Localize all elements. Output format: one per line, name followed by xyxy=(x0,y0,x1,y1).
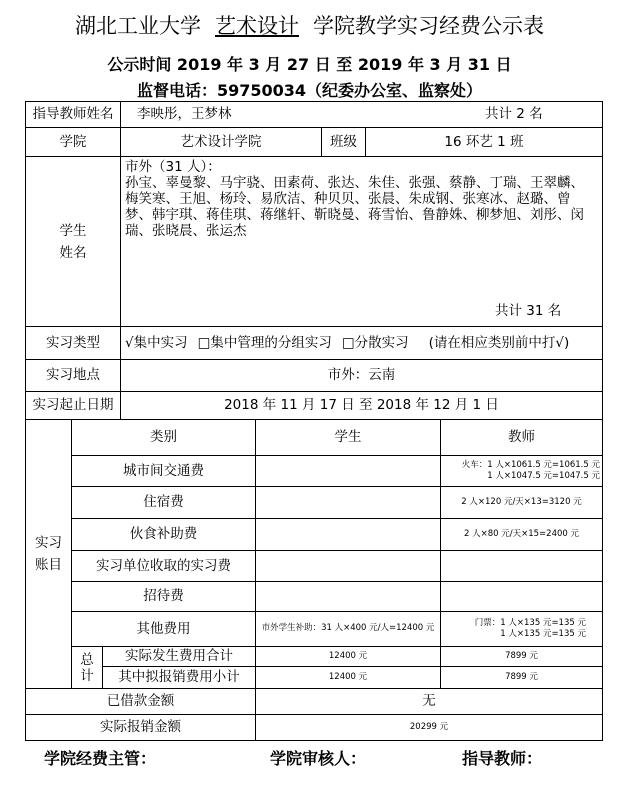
type-label: 实习类型 xyxy=(46,334,100,351)
students-list xyxy=(125,159,595,239)
row-unit-fee-student xyxy=(256,551,440,581)
total-label-line2: 计 xyxy=(80,667,94,684)
title-college: 艺术设计 xyxy=(215,14,299,38)
actual-total-label: 实际发生费用合计 xyxy=(125,648,233,665)
place-value: 市外：云南 xyxy=(327,367,396,384)
notice-period: 公示时间 2019 年 3 月 27 日 至 2019 年 3 月 31 日 xyxy=(107,55,512,74)
row-lodging-student xyxy=(256,487,440,518)
class-value: 16 环艺 1 班 xyxy=(444,133,524,150)
other-teacher-line1: 门票：1 人×135 元=135 元 xyxy=(474,617,586,628)
type-option-concentrated[interactable]: √集中实习 xyxy=(125,334,188,351)
row-unit-fee-teacher xyxy=(441,551,602,581)
borrowed-value: 无 xyxy=(422,693,436,710)
total-label xyxy=(72,647,102,688)
students-total: 共计 31 名 xyxy=(495,302,562,319)
row-unit-fee-label: 实习单位收取的实习费 xyxy=(96,557,231,574)
teacher-label: 指导教师姓名 xyxy=(32,106,114,123)
col-category: 类别 xyxy=(150,429,177,446)
type-options xyxy=(125,327,600,359)
row-meals-student xyxy=(256,519,440,550)
expense-table xyxy=(25,101,603,741)
students-label xyxy=(26,157,120,326)
college-value: 艺术设计学院 xyxy=(180,133,262,150)
account-label-line1: 实习 xyxy=(35,535,62,551)
reimb-sub-teacher: 7899 元 xyxy=(505,671,538,682)
students-intro: 市外（31 人）： xyxy=(125,159,221,175)
footer-instructor: 指导教师： xyxy=(462,749,543,768)
row-hosting-student xyxy=(256,582,440,611)
total-label-line1: 总 xyxy=(80,651,94,668)
actual-reimb-label: 实际报销金额 xyxy=(100,719,181,736)
page-title xyxy=(0,10,619,40)
students-names: 孙宝、辜曼黎、马宇骁、田素荷、张达、朱佳、张强、蔡静、丁瑞、王翠麟、梅笑寒、王旭、杨玲、易欣洁、种贝贝、张晨、朱成钢、张寒冰、赵璐、曾梦、韩宇琪、蒋佳琪、蒋继轩、靳晓曼、蒋雪怡、鲁静姝、柳梦旭、刘彤、闵瑞、张晓晨、张运杰 xyxy=(125,175,584,239)
place-label: 实习地点 xyxy=(46,367,100,384)
account-label-line2: 账目 xyxy=(35,557,62,573)
borrowed-label: 已借款金额 xyxy=(106,693,175,710)
title-suffix: 学院教学实习经费公示表 xyxy=(313,14,544,38)
reimb-sub-label: 其中拟报销费用小计 xyxy=(118,669,240,686)
dates-label: 实习起止日期 xyxy=(32,397,114,414)
row-lodging-teacher: 2 人×120 元/天×13=3120 元 xyxy=(461,496,582,507)
college-label: 学院 xyxy=(59,133,87,150)
type-option-grouped[interactable]: □集中管理的分组实习 xyxy=(197,334,332,351)
row-transport-teacher xyxy=(441,456,602,486)
actual-total-teacher: 7899 元 xyxy=(505,650,538,661)
actual-reimb-value: 20299 元 xyxy=(409,721,449,732)
row-meals-teacher: 2 人×80 元/天×15=2400 元 xyxy=(463,528,579,539)
row-other-student: 市外学生补助：31 人×400 元/人=12400 元 xyxy=(261,623,435,634)
col-student: 学生 xyxy=(334,429,362,446)
students-label-line1: 学生 xyxy=(59,222,87,239)
col-teacher: 教师 xyxy=(508,429,535,446)
title-prefix: 湖北工业大学 xyxy=(75,14,201,38)
row-meals-label: 伙食补助费 xyxy=(129,526,198,543)
row-transport-student xyxy=(256,456,440,486)
teacher-value: 李映彤，王梦林 xyxy=(137,106,232,123)
row-other-teacher xyxy=(441,612,602,646)
transport-teacher-line1: 火车：1 人×1061.5 元=1061.5 元 xyxy=(461,459,600,470)
students-label-line2: 姓名 xyxy=(59,244,87,261)
actual-total-student: 12400 元 xyxy=(328,650,368,661)
row-other-label: 其他费用 xyxy=(136,620,191,637)
row-lodging-label: 住宿费 xyxy=(143,494,184,511)
row-hosting-teacher xyxy=(441,582,602,611)
teacher-total: 共计 2 名 xyxy=(485,106,543,123)
class-label: 班级 xyxy=(330,133,357,150)
transport-teacher-line2: 1 人×1047.5 元=1047.5 元 xyxy=(487,471,600,481)
type-note: (请在相应类别前中打√) xyxy=(428,334,570,351)
footer-finance-head: 学院经费主管： xyxy=(44,749,157,768)
other-teacher-line2: 1 人×135 元=135 元 xyxy=(500,629,586,639)
row-hosting-label: 招待费 xyxy=(143,588,184,605)
account-label xyxy=(26,420,71,688)
reimb-sub-student: 12400 元 xyxy=(328,671,368,682)
hotline: 监督电话：59750034（纪委办公室、监察处） xyxy=(136,81,483,100)
row-transport-label: 城市间交通费 xyxy=(123,462,204,479)
type-option-scattered[interactable]: □分散实习 xyxy=(341,334,409,351)
dates-value: 2018 年 11 月 17 日 至 2018 年 12 月 1 日 xyxy=(224,397,499,414)
footer-reviewer: 学院审核人： xyxy=(270,749,367,768)
